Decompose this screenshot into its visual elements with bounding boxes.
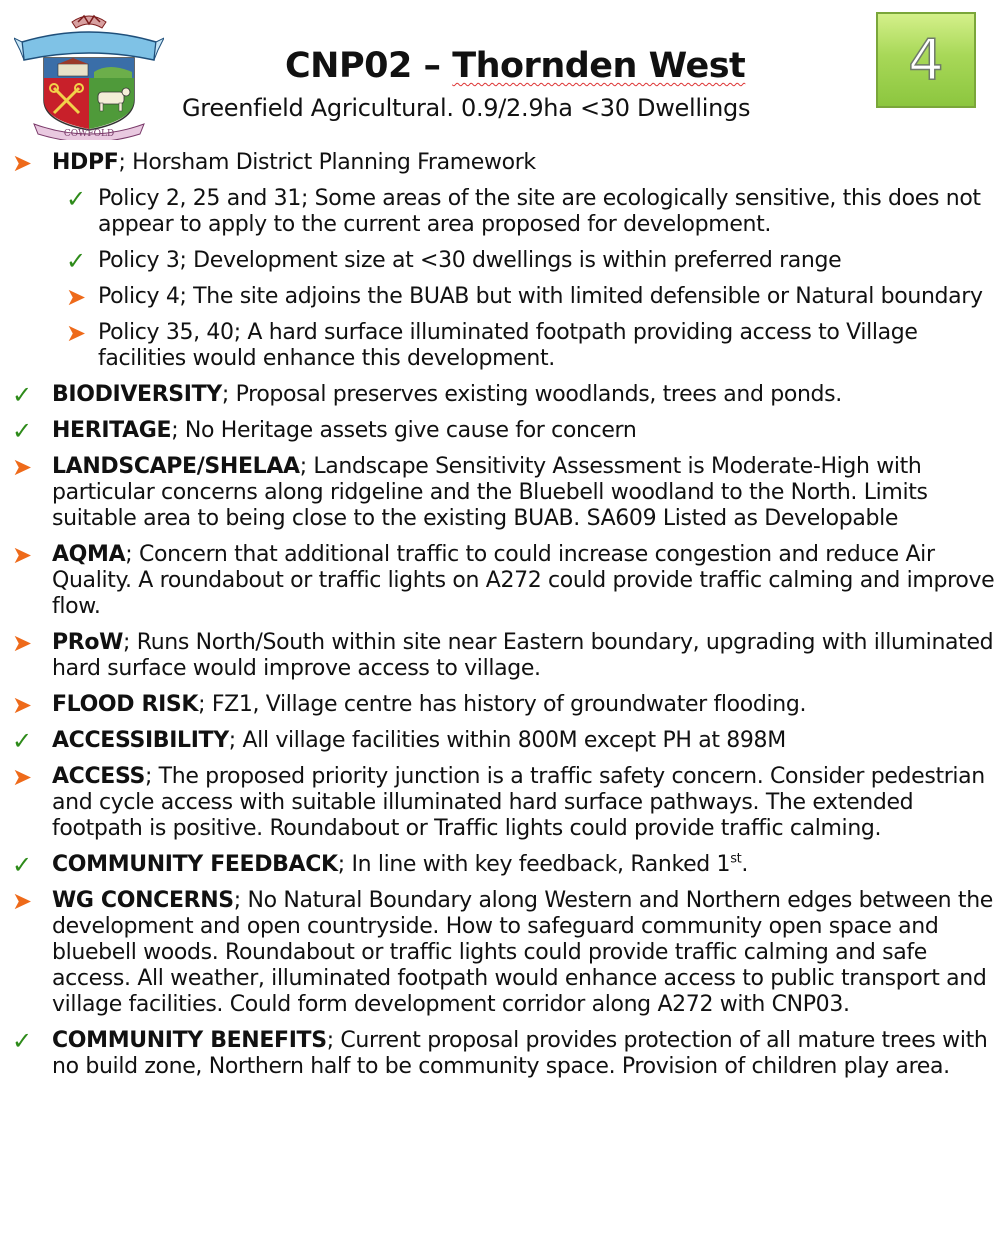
assessment-list [0, 150, 1000, 1090]
svg-text:COWFOLD: COWFOLD [63, 129, 115, 139]
item-text: Policy 35, 40; A hard surface illuminated footpath providing access to Village facilities would enhance this development. [98, 320, 918, 371]
item-text: ; No Heritage assets give cause for concern [171, 418, 637, 443]
item-label: COMMUNITY FEEDBACK [52, 852, 338, 877]
item-label: HERITAGE [52, 418, 172, 443]
assessment-item [0, 454, 1000, 532]
checkmark-icon: ✓ [12, 1027, 32, 1055]
assessment-item [0, 1028, 1000, 1080]
assessment-item [0, 852, 1000, 878]
arrow-right-icon: ➤ [12, 541, 32, 569]
arrow-right-icon: ➤ [12, 691, 32, 719]
item-label: WG CONCERNS [52, 888, 234, 913]
assessment-item [0, 692, 1000, 718]
item-text: ; Landscape Sensitivity Assessment is Moderate-High with particular concerns along ridgeline and the Bluebell woodland to the North. Limits suitable area to being close to the existing BUAB. SA609 Listed as Developable [52, 454, 928, 531]
item-label: ACCESSIBILITY [52, 728, 229, 753]
item-label: BIODIVERSITY [52, 382, 222, 407]
item-text: ; Runs North/South within site near Eastern boundary, upgrading with illuminated hard surface would improve access to village. [52, 630, 994, 681]
arrow-right-icon: ➤ [12, 763, 32, 791]
crest-wreath [72, 16, 106, 28]
item-label: FLOOD RISK [52, 692, 199, 717]
item-label: LANDSCAPE/SHELAA [52, 454, 300, 479]
page-number-badge: 4 [876, 12, 976, 108]
item-text: ; FZ1, Village centre has history of groundwater flooding. [198, 692, 807, 717]
checkmark-icon: ✓ [12, 851, 32, 879]
item-text: ; Proposal preserves existing woodlands, trees and ponds. [221, 382, 842, 407]
assessment-item [0, 150, 1000, 176]
item-label: ACCESS [52, 764, 145, 789]
arrow-right-icon: ➤ [66, 283, 86, 311]
item-text: ; In line with key feedback, Ranked 1 [337, 852, 731, 877]
checkmark-icon: ✓ [12, 417, 32, 445]
item-text: ; Horsham District Planning Framework [118, 150, 536, 175]
title-place: Thornden West [452, 46, 746, 86]
item-label: HDPF [52, 150, 119, 175]
assessment-item [0, 888, 1000, 1018]
item-text: ; All village facilities within 800M except PH at 898M [228, 728, 786, 753]
item-label: AQMA [52, 542, 126, 567]
checkmark-icon: ✓ [12, 381, 32, 409]
item-text: ; The proposed priority junction is a traffic safety concern. Consider pedestrian and cycle access with suitable illuminated hard surface pathways. The extended footpath is positive. Roundabout or Traffic lights could provide traffic calming. [52, 764, 985, 841]
page-title [285, 46, 745, 86]
assessment-item [0, 542, 1000, 620]
assessment-item [0, 418, 1000, 444]
assessment-item [0, 382, 1000, 408]
assessment-item [0, 728, 1000, 754]
arrow-right-icon: ➤ [12, 887, 32, 915]
checkmark-icon: ✓ [66, 247, 86, 275]
item-text: ; No Natural Boundary along Western and Northern edges between the development and open countryside. How to safeguard community open space and bluebell woods. Roundabout or traffic lights could provide traffic calming and safe access. All weather, illuminated footpath would enhance access to public transport and village facilities. Could form development corridor along A272 with CNP03. [52, 888, 993, 1017]
crest-mantle [22, 32, 156, 60]
item-label: PRoW [52, 630, 124, 655]
cowfold-crest-logo [14, 12, 164, 140]
crest-shield [44, 58, 134, 130]
arrow-right-icon: ➤ [12, 453, 32, 481]
assessment-item [0, 320, 1000, 372]
item-text: Policy 3; Development size at <30 dwellings is within preferred range [98, 248, 842, 273]
page-subtitle: Greenfield Agricultural. 0.9/2.9ha <30 Dwellings [182, 94, 751, 122]
item-label: COMMUNITY BENEFITS [52, 1028, 327, 1053]
assessment-item [0, 284, 1000, 310]
assessment-item [0, 186, 1000, 238]
item-text: ; Concern that additional traffic to could increase congestion and reduce Air Quality. A roundabout or traffic lights on A272 could provide traffic calming and improve flow. [52, 542, 995, 619]
title-prefix: CNP02 – [285, 46, 453, 86]
item-text: Policy 2, 25 and 31; Some areas of the site are ecologically sensitive, this does not appear to apply to the current area proposed for development. [98, 186, 981, 237]
item-text: Policy 4; The site adjoins the BUAB but with limited defensible or Natural boundary [98, 284, 983, 309]
item-superscript: st [730, 851, 742, 867]
checkmark-icon: ✓ [12, 727, 32, 755]
arrow-right-icon: ➤ [12, 629, 32, 657]
assessment-item [0, 630, 1000, 682]
assessment-item [0, 764, 1000, 842]
item-text: ; Current proposal provides protection of all mature trees with no build zone, Northern half to be community space. Provision of children play area. [52, 1028, 988, 1079]
item-text-end: . [741, 852, 749, 877]
assessment-item [0, 248, 1000, 274]
checkmark-icon: ✓ [66, 185, 86, 213]
arrow-right-icon: ➤ [66, 319, 86, 347]
arrow-right-icon: ➤ [12, 149, 32, 177]
